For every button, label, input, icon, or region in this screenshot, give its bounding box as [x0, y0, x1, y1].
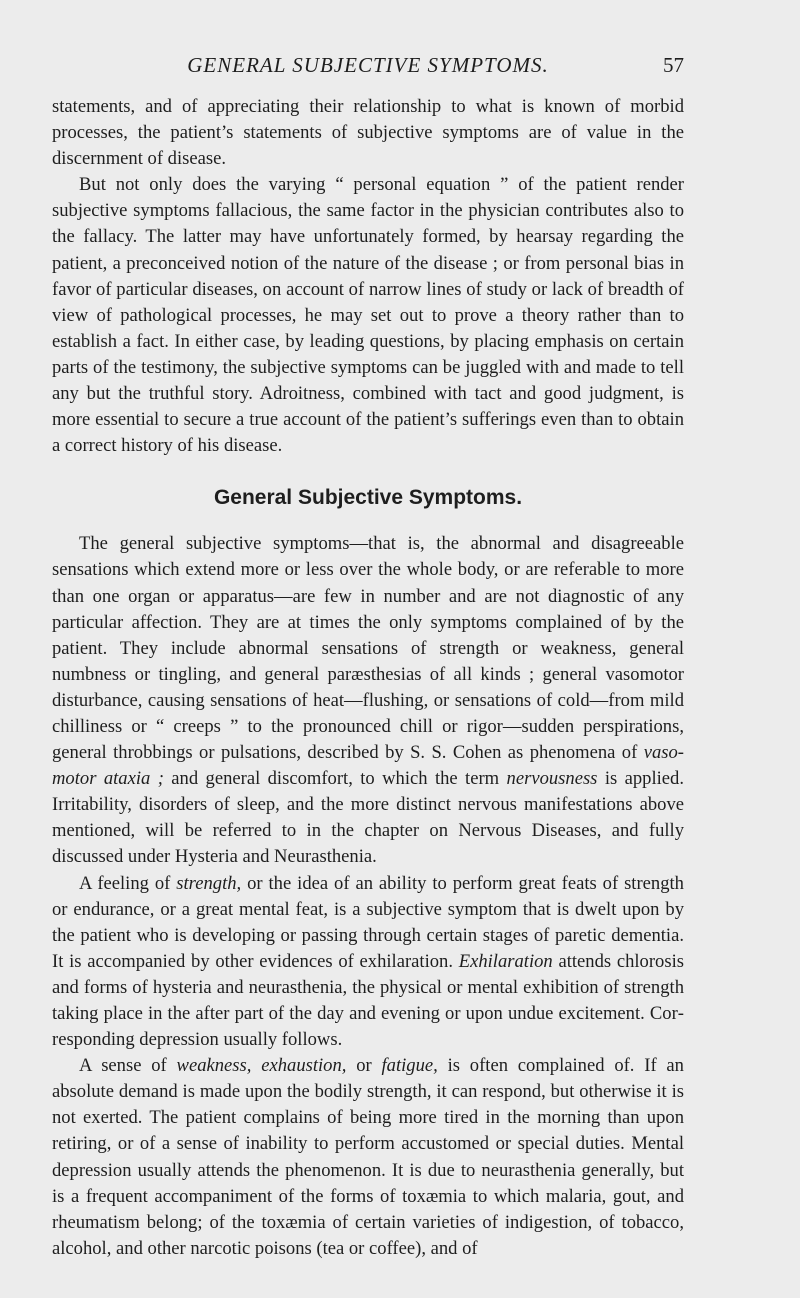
italic-term-weakness-exhaustion: weakness, exhaustion, [176, 1055, 347, 1077]
running-title: GENERAL SUBJECTIVE SYMPTOMS. [187, 53, 549, 77]
text-run: is often complained of. If an absolute demand is made upon the bodily strength, it can respond, but otherwise it is not exerted. The patient complains of being more tired in the morning than upon retiring, or of a sense of inability to perform accustomed or special duties. Mental depression usually attends the phenomenon. It is due to neurasthenia generally, but is a frequent accompaniment of the forms of toxæmia to which malaria, gout, and rheumatism belong; of the toxæmia of certain varieties of indigestion, of tobacco, alcohol, and other narcotic poisons (tea or coffee), and of [52, 1055, 684, 1259]
paragraph-general-symptoms [52, 531, 684, 870]
italic-term-exhilaration: Exhilaration [458, 950, 553, 972]
paragraph-personal-equation: But not only does the varying “ personal equation ” of the patient render subjective symptoms fallacious, the same factor in the physician contributes also to the fallacy. The latter may have unfortunately formed, by hearsay regarding the patient, a preconceived notion of the nature of the disease ; or from personal bias in favor of particular diseases, on account of narrow lines of study or lack of breadth of view of pathological processes, he may set out to prove a theory rather than to establish a fact. In either case, by leading questions, by placing emphasis on certain parts of the testimony, the subjective symptoms can be juggled with and made to tell any but the truthful story. Adroitness, combined with tact and good judgment, is more essential to secure a true account of the patient’s sufferings even than to obtain a correct history of his disease. [52, 174, 684, 457]
text-run: A sense of [79, 1055, 177, 1077]
text-run: and general discomfort, to which the term [163, 768, 507, 790]
text-run: is applied. Irritability, disorders of sleep, and the more distinct nervous manifestations above mentioned, will be referred to in the chapter on Nervous Diseases, and fully discussed under Hysteria and Neurasthenia. [52, 768, 684, 868]
paragraph-strength [52, 871, 684, 1054]
text-run: A feeling of [79, 872, 177, 894]
text-run: The general subjective symptoms—that is, the abnormal and disagreeable sensations which extend more or less over the whole body, or are referable to more than one organ or apparatus—are few in number and are not diagnostic of any particular affection. They are at times the only symptoms complained of by the patient. They include abnormal sensations of strength or weakness, general numbness or tingling, and general paræsthesias of all kinds ; general vasomotor disturbance, causing sensations of heat—flushing, or sensations of cold—from mild chilliness or “ creeps ” to the pronounced chill or rigor—sudden perspirations, general throbbings or pulsations, described by S. S. Cohen as phenomena of [52, 533, 684, 764]
italic-term-vasomotor-ataxia: vasomotor ataxia ; [52, 742, 684, 790]
italic-term-nervousness: nervousness [506, 768, 598, 790]
page-number: 57 [663, 53, 684, 77]
body-text [52, 94, 684, 1262]
text-run: or [346, 1055, 382, 1077]
text-run: attends chlorosis and forms of hysteria and neurasthenia, the physical or mental exhibition of strength taking place in the after part of the day and evening or upon undue excitement. Corresponding depression usually follows. [52, 950, 684, 1051]
text-run: or the idea of an ability to perform great feats of strength or endurance, or a great mental feat, is a subjective symptom that is dwelt upon by the patient who is developing or passing through certain stages of paretic dementia. It is accompanied by other evidences of exhilaration. [52, 872, 684, 972]
running-head [52, 50, 684, 80]
italic-term-fatigue: fatigue, [381, 1055, 438, 1077]
section-heading: General Subjective Symptoms. [213, 486, 523, 510]
paragraph-weakness [52, 1053, 684, 1262]
italic-term-strength: strength, [176, 872, 242, 894]
paragraph-continuation: statements, and of appreciating their relationship to what is known of morbid processes, the patient’s statements of subjective symptoms are of value in the discernment of disease. [52, 96, 684, 170]
